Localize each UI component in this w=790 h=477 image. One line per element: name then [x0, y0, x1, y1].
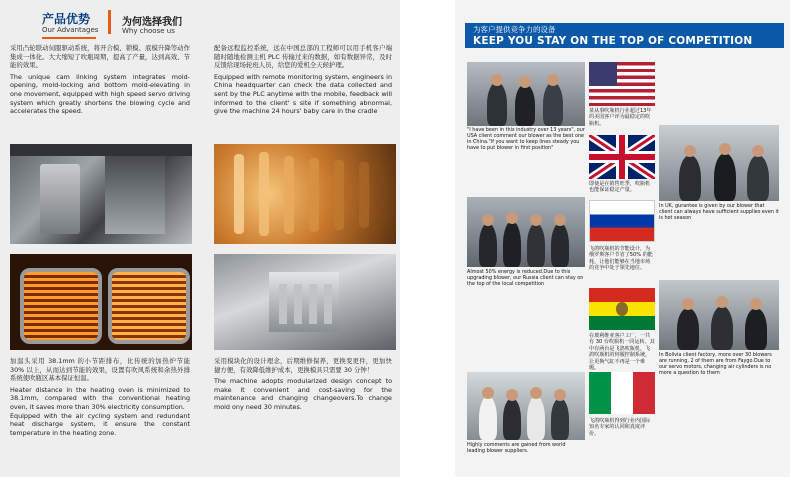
usa-caption: "I have been in this industry over 13 years", our USA client comment our blower as the best one in China."If you want to keep lines steady you have to put blower in first position": [467, 127, 585, 151]
uk-caption: In UK, gurantee is given by our blower that client can always have sufficient supplies even it is hot season: [659, 203, 779, 221]
italy-client-photo: [467, 372, 585, 440]
section-subtitle-en: Why choose us: [122, 27, 175, 35]
usa-flag-icon: [589, 62, 655, 106]
russia-caption: Almost 50% energy is reduced.Due to this upgrading blower, our Russia client can stay on the top of the local competition: [467, 269, 584, 287]
banner-cn: 为客户提供竞争力的设备: [473, 25, 556, 34]
right-page: [455, 0, 790, 477]
section-header: [0, 0, 400, 40]
bolivia-cn: 在玻利维亚客户工厂，一共有 30 台吹瓶机一同运转，其中有两台是飞鸽吹瓶机，飞鸽吹瓶机的伺服控制系统，让更换气缸不再是一个难题。: [589, 333, 655, 372]
section-title-cn: 产品优势: [42, 12, 91, 26]
modular-design-text: [214, 357, 392, 412]
usa-cn: 某从事吹瓶机行业超过13年的美国客户评为最稳定的吹瓶机。: [589, 108, 652, 127]
bolivia-flag-icon: [589, 288, 655, 330]
russia-client-photo: [467, 197, 585, 267]
uk-client-photo: [659, 125, 779, 201]
remote-monitoring-en: Equipped with remote monitoring system, engineers in China headquarter can check the data collected and sent by the PLC anytime with the mobile, feedback will informed to the client' s site if something abnormal, give the machine 24 hours' baby care in the cradle: [214, 72, 392, 116]
preform-photo: [214, 144, 396, 244]
heating-oven-photo: [10, 254, 192, 350]
modular-design-en: The machine adopts modularized design concept to make it convenient and cost-saving for the maintenance and changing changeovers.To change mold ony need 30 minutes.: [214, 377, 392, 411]
title-divider: [108, 10, 111, 34]
italy-caption: Highly comments are gained from world leading blower suppliers.: [467, 442, 566, 454]
usa-client-photo: [467, 62, 585, 126]
heater-text: [10, 357, 190, 437]
banner-en: KEEP YOU STAY ON THE TOP OF COMPETITION: [473, 35, 753, 47]
title-underline: [42, 37, 96, 39]
remote-monitoring-cn: 配备远程监控系统，远在中国总部的工程师可以用手机客户端随时随地检测主机 PLC 传输过来的数据，如有数据异常，及时反馈给现场轮班人员，给您的爱机全天候护理。: [214, 44, 392, 70]
heater-cn: 加温头采用 38.1mm 的小节距排布，比传统的加热炉节能 30% 以上，从而达到节能的效果，设置有吹风系统和余热外排系统使吹瓶区基本保证恒温。: [10, 357, 190, 383]
cam-system-cn: 采用凸轮联动伺服驱动系统，将开合模、锁模、底模升降等动作集成一体化。大大缩短了吹瓶周期，提高了产量，达到高效、节能的效果。: [10, 44, 190, 70]
section-subtitle-cn: 为何选择我们: [122, 17, 182, 28]
bolivia-client-photo: [659, 280, 779, 350]
uk-flag-icon: [589, 135, 655, 179]
italy-cn: 飞鸽吹瓶机得到行业内国际知名专家的认同和真度评价。: [589, 418, 651, 437]
mold-unit-photo: [214, 254, 396, 350]
competition-banner: [465, 23, 784, 48]
italy-flag-icon: [589, 372, 655, 414]
bolivia-caption: In Bolivia client factory, more over 30 blowers are running, 2 of them are from Faygo.Due to our servo motors, changing air cylinders is no more a question to them: [659, 352, 772, 376]
remote-monitoring-text: [214, 44, 392, 116]
heater-en: Heater distance in the heating oven is minimized to 38.1mm, compared with the conventional heating oven, it saves more than 30% electricity consumption.: [10, 385, 190, 411]
cam-system-en: The unique cam linking system integrates mold-opening, mold-locking and bottom mold-elevating in one movement, equipped with high speed servo driving system which greatly shortens the blowing cycle and accelerates the speed.: [10, 72, 190, 116]
modular-design-cn: 采用模块化的设计理念，后期维修保养，更换变更件，更加快捷方便，有效降低维护成本，更换模具只需要 30 分钟！: [214, 357, 392, 374]
heater-en-2: Equipped with the air cycling system and redundant heat discharge system, it ensure the constant temperature in the heating zone.: [10, 411, 190, 437]
section-title-en: Our Advantages: [42, 26, 99, 34]
russia-cn: 飞鸽吹瓶机的节能设计，为俄罗斯客户节省了50% 的能耗，让他们能够在当地市场的竞争中处于领先地位。: [589, 246, 653, 272]
cam-mechanism-photo: [10, 144, 192, 244]
russia-flag-icon: [589, 200, 655, 242]
cam-system-text: [10, 44, 190, 116]
uk-cn: 即使是在销售旺季，吹瓶机也能保证稳定产量。: [589, 181, 651, 194]
